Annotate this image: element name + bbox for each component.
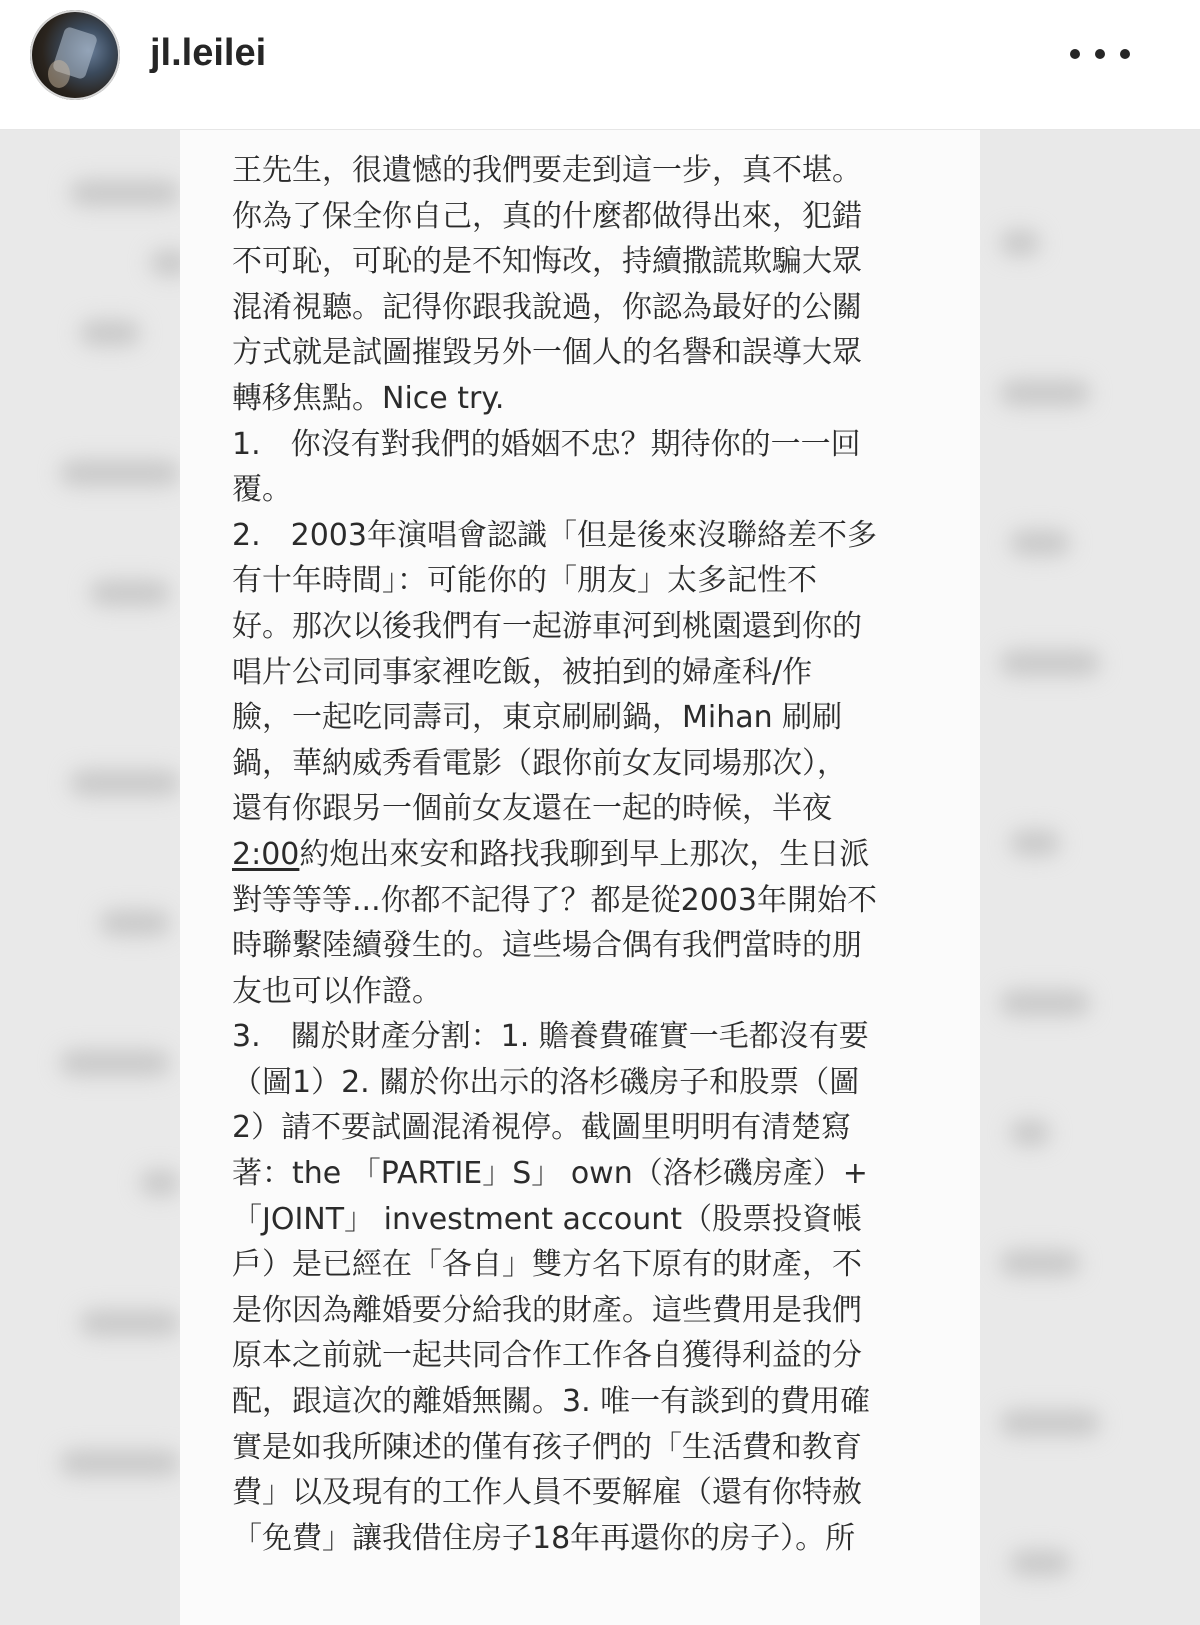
text-line: 不可恥，可恥的是不知悔改，持續撒謊欺騙大眾 bbox=[232, 244, 862, 280]
avatar-detail bbox=[48, 60, 70, 88]
text-line: 「免費」讓我借住房子18年再還你的房子）。所 bbox=[232, 1520, 856, 1556]
text-line: 2. 2003年演唱會認識「但是後來沒聯絡差不多 bbox=[232, 517, 877, 553]
text-line: 2）請不要試圖混淆視停。截圖里明明有清楚寫 bbox=[232, 1110, 852, 1146]
dot-icon bbox=[1095, 49, 1105, 59]
text-line: （圖1）2. 關於你出示的洛杉磯房子和股票（圖 bbox=[232, 1064, 860, 1100]
dot-icon bbox=[1120, 49, 1130, 59]
text-line: 有十年時間」：可能你的「朋友」太多記性不 bbox=[232, 563, 817, 599]
text-line: 時聯繫陸續發生的。這些場合偶有我們當時的朋 bbox=[232, 928, 862, 964]
text-line: 你為了保全你自己，真的什麼都做得出來，犯錯 bbox=[232, 198, 862, 234]
text-line: 轉移焦點。Nice try. bbox=[232, 380, 505, 416]
text-line: 方式就是試圖摧毀另外一個人的名譽和誤導大眾 bbox=[232, 335, 862, 371]
text-line: 還有你跟另一個前女友還在一起的時候，半夜 bbox=[232, 791, 832, 827]
text-line: 戶）是已經在「各自」雙方名下原有的財產，不 bbox=[232, 1247, 862, 1283]
text-line: 好。那次以後我們有一起游車河到桃園還到你的 bbox=[232, 608, 862, 644]
text-line: 友也可以作證。 bbox=[232, 973, 442, 1009]
post-text-image bbox=[180, 130, 980, 1625]
text-line: 「JOINT」 investment account（股票投資帳 bbox=[232, 1201, 863, 1237]
text-line: 配，跟這次的離婚無關。3. 唯一有談到的費用確 bbox=[232, 1384, 871, 1420]
more-options-icon[interactable] bbox=[1070, 34, 1130, 74]
text-line: 是你因為離婚要分給我的財產。這些費用是我們 bbox=[232, 1292, 862, 1328]
text-line: 實是如我所陳述的僅有孩子們的「生活費和教育 bbox=[232, 1429, 862, 1465]
text-line: 王先生，很遺憾的我們要走到這一步，真不堪。 bbox=[232, 153, 862, 188]
text-line bbox=[232, 832, 940, 878]
time-link[interactable]: 2:00 bbox=[232, 836, 300, 872]
text-line: 鍋，華納威秀看電影（跟你前女友同場那次）， bbox=[232, 745, 847, 781]
text-line: 覆。 bbox=[232, 472, 292, 508]
avatar[interactable] bbox=[30, 10, 120, 100]
text-line: 1. 你沒有對我們的婚姻不忠？期待你的一一回 bbox=[232, 426, 861, 462]
text-line: 費」以及現有的工作人員不要解雇（還有你特赦 bbox=[232, 1475, 862, 1511]
username[interactable]: jl.leilei bbox=[150, 32, 267, 74]
text-line: 唱片公司同事家裡吃飯，被拍到的婦產科/作 bbox=[232, 654, 813, 690]
text-line: 原本之前就一起共同合作工作各自獲得利益的分 bbox=[232, 1338, 862, 1374]
dot-icon bbox=[1070, 49, 1080, 59]
text-line: 臉，一起吃同壽司，東京刷刷鍋，Mihan 刷刷 bbox=[232, 700, 843, 736]
text-line: 著：the 「PARTIE」S」 own（洛杉磯房產）+ bbox=[232, 1156, 868, 1192]
text-line: 3. 關於財產分割：1. 贍養費確實一毛都沒有要 bbox=[232, 1019, 869, 1055]
text-line: 混淆視聽。記得你跟我說過，你認為最好的公關 bbox=[232, 289, 862, 325]
statement-text bbox=[232, 148, 940, 1561]
post-header bbox=[0, 0, 1200, 130]
text-line-rest: 約炮出來安和路找我聊到早上那次，生日派 bbox=[299, 836, 870, 872]
text-line: 對等等等...你都不記得了？都是從2003年開始不 bbox=[232, 882, 877, 918]
